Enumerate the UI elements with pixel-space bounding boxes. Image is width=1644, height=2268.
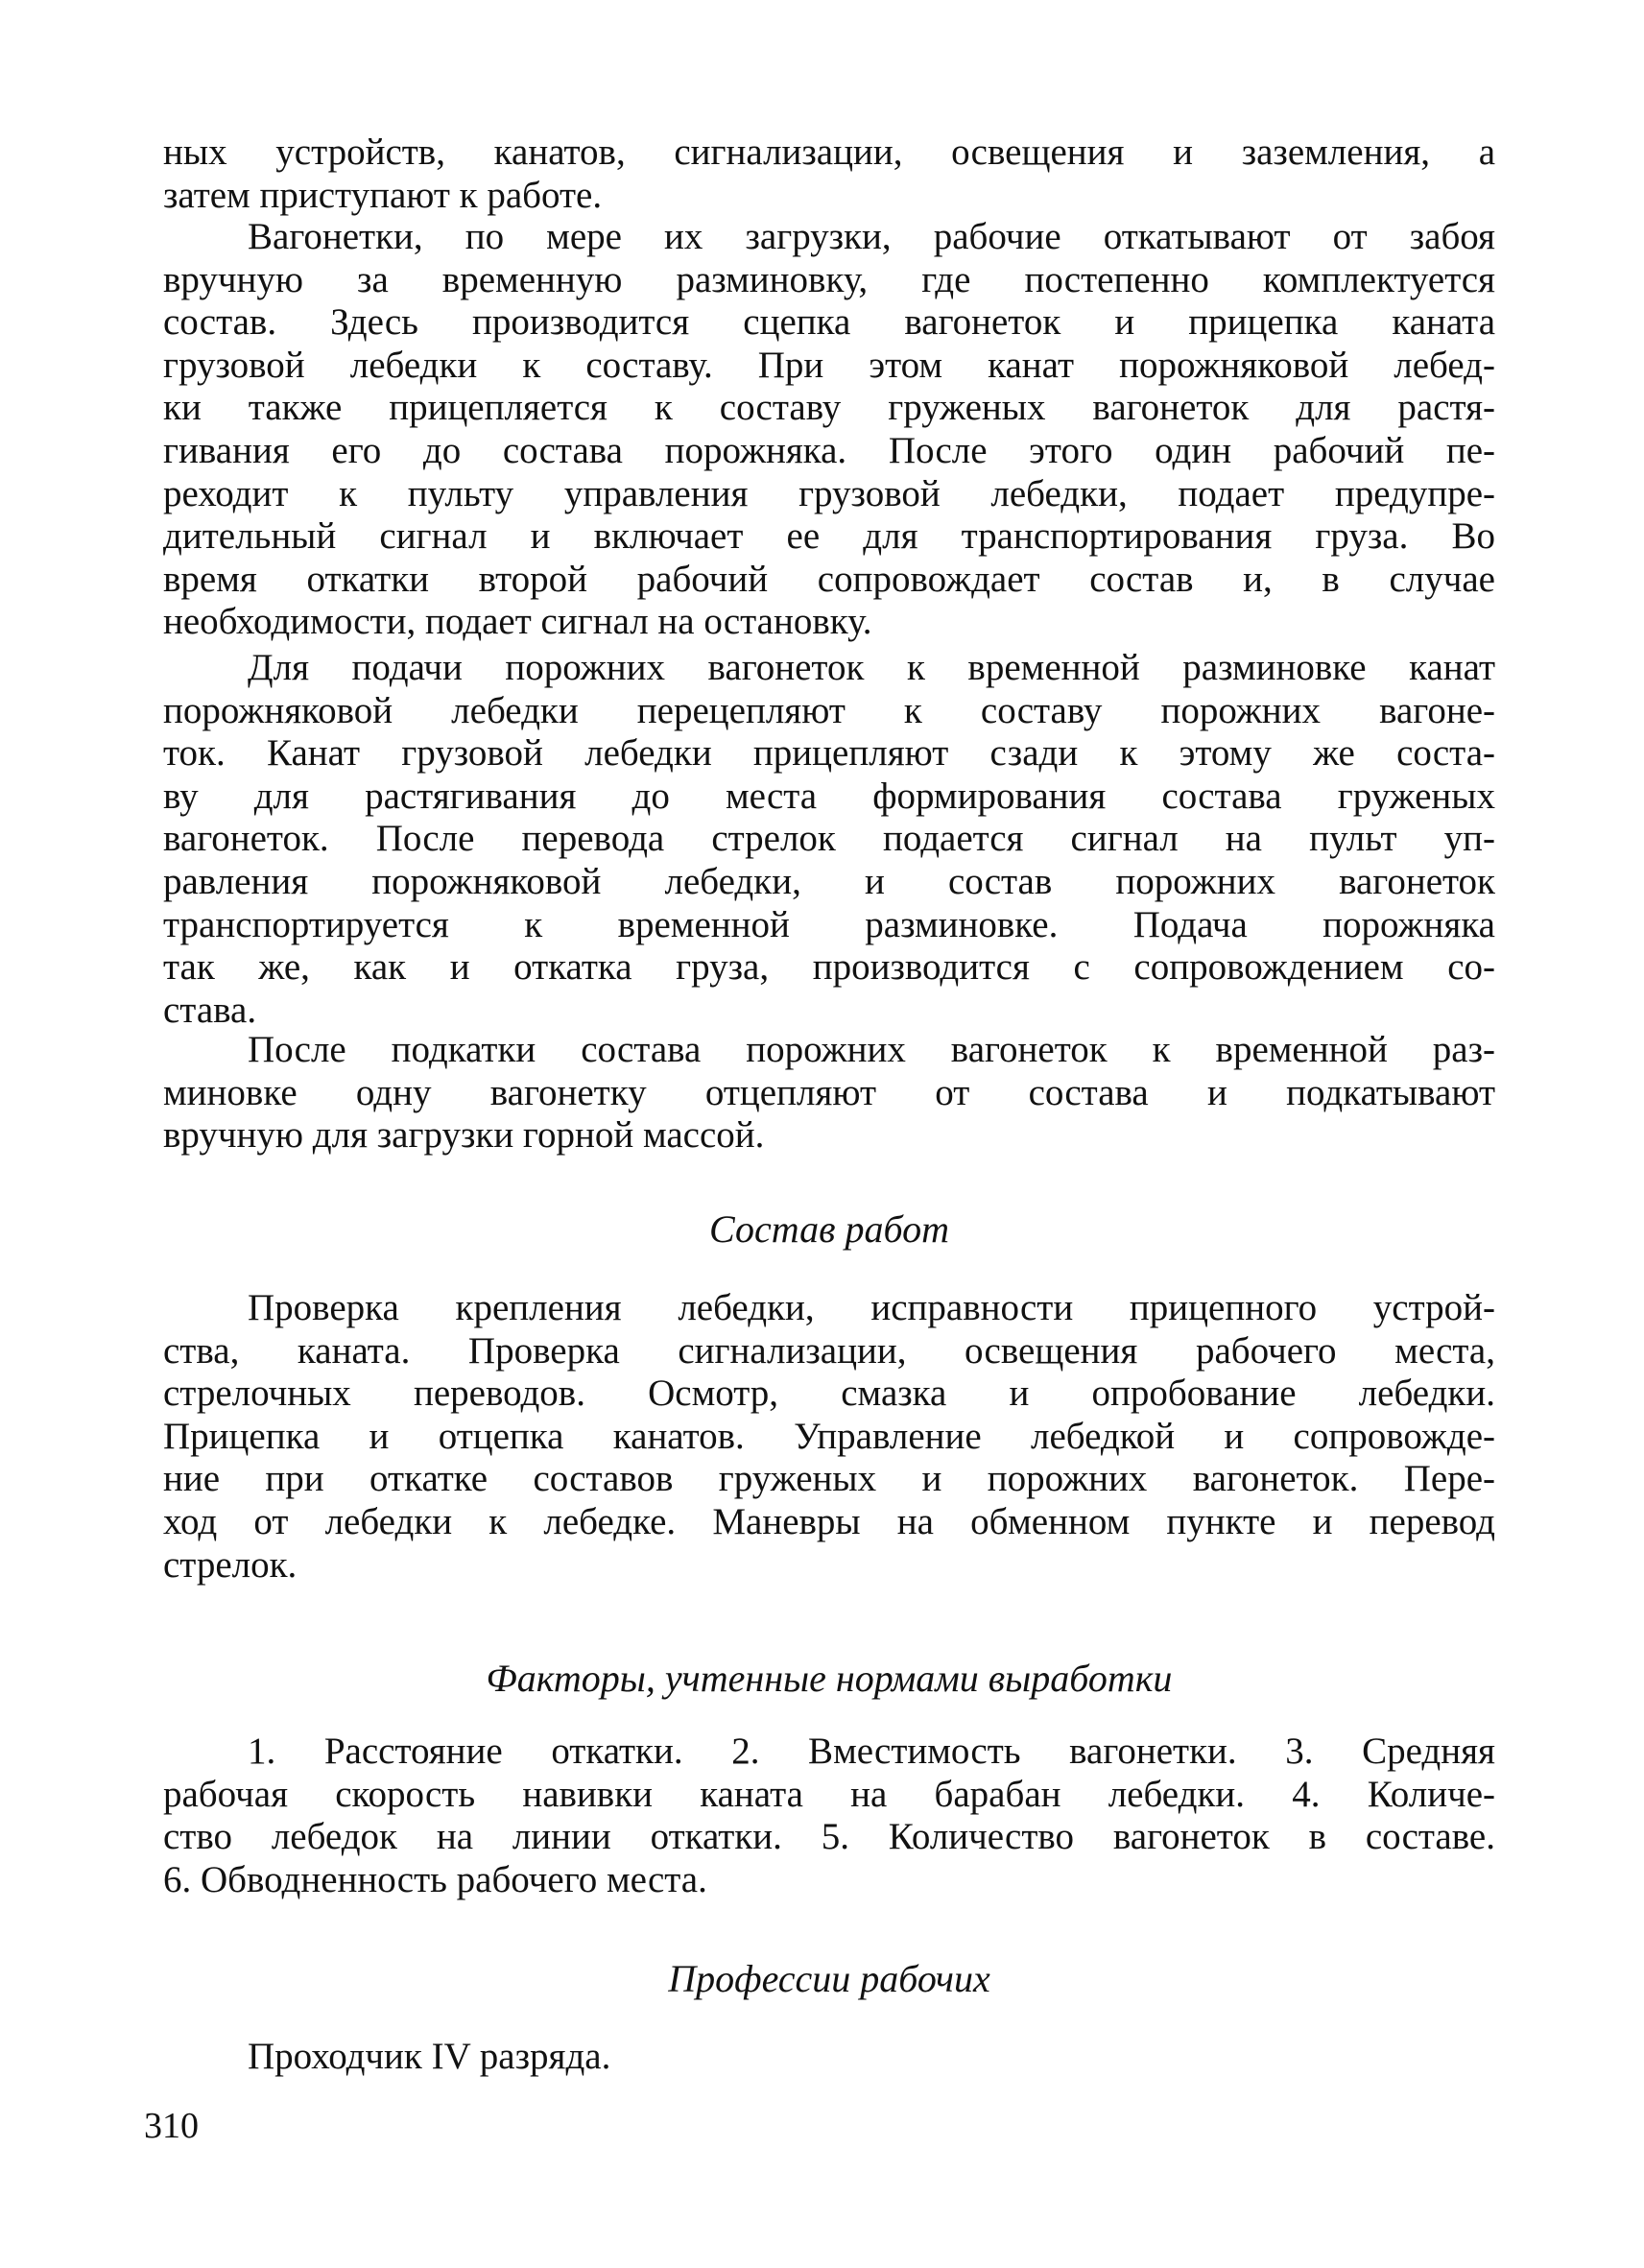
text-line: После подкатки состава порожних вагонеток к временной раз- [248, 1029, 1495, 1070]
text-line: необходимости, подает сигнал на остановку. [163, 601, 872, 643]
text-line: става. [163, 989, 257, 1031]
text-line: 6. Обводненность рабочего места. [163, 1858, 707, 1900]
paragraph-professions [163, 2036, 1495, 2079]
text-line: ход от лебедки к лебедке. Маневры на обменном пункте и перевод [163, 1500, 1495, 1542]
text-line: вагонеток. После перевода стрелок подается сигнал на пульт уп- [163, 818, 1495, 860]
text-line: вручную для загрузки горной массой. [163, 1114, 765, 1157]
text-line: гивания его до состава порожняка. После этого один рабочий пе- [163, 429, 1495, 471]
text-line: ных устройств, канатов, сигнализации, освещения и заземления, а [163, 131, 1495, 173]
paragraph-uncoupling [163, 1029, 1495, 1158]
text-line: грузовой лебедки к составу. При этом канат порожняковой лебед- [163, 344, 1495, 386]
text-line: вручную за временную разминовку, где постепенно комплектуется [163, 258, 1495, 300]
text-line: Для подачи порожних вагонеток к временной разминовке канат [248, 647, 1495, 688]
text-line: Прицепка и отцепка канатов. Управление лебедкой и сопровожде- [163, 1415, 1495, 1457]
text-line: ние при откатке составов груженых и порожних вагонеток. Пере- [163, 1458, 1495, 1500]
text-line: Проходчик IV разряда. [248, 2036, 611, 2077]
text-line: состав. Здесь производится сцепка вагонеток и прицепка каната [163, 301, 1495, 344]
text-line: транспортируется к временной разминовке. Подача порожняка [163, 903, 1495, 945]
paragraph-composition-of-work [163, 1287, 1495, 1587]
page-number: 310 [144, 2106, 199, 2146]
heading-composition-of-work: Состав работ [709, 1207, 949, 1251]
text-line: ки также прицепляется к составу груженых вагонеток для растя- [163, 387, 1495, 429]
text-line: ву для растягивания до места формирования состава груженых [163, 775, 1495, 817]
text-line: ства, каната. Проверка сигнализации, освещения рабочего места, [163, 1329, 1495, 1372]
text-line: миновке одну вагонетку отцепляют от состава и подкатывают [163, 1071, 1495, 1113]
text-line: Проверка крепления лебедки, исправности прицепного устрой- [248, 1287, 1495, 1328]
text-line: ство лебедок на линии откатки. 5. Количество вагонеток в составе. [163, 1816, 1495, 1858]
text-line: время откатки второй рабочий сопровождает состав и, в случае [163, 558, 1495, 600]
paragraph-factors [163, 1731, 1495, 1901]
paragraph-wagon-hauling [163, 216, 1495, 644]
text-line: стрелочных переводов. Осмотр, смазка и опробование лебедки. [163, 1373, 1495, 1415]
text-line: так же, как и откатка груза, производится с сопровождением со- [163, 946, 1495, 989]
text-line: равления порожняковой лебедки, и состав порожних вагонеток [163, 860, 1495, 902]
text-line: стрелок. [163, 1543, 298, 1586]
text-line: дительный сигнал и включает ее для транспортирования груза. Во [163, 515, 1495, 558]
text-line: ток. Канат грузовой лебедки прицепляют сзади к этому же соста- [163, 732, 1495, 775]
paragraph-empty-supply [163, 647, 1495, 1032]
text-line: порожняковой лебедки перецепляют к составу порожних вагоне- [163, 689, 1495, 731]
text-line: Вагонетки, по мере их загрузки, рабочие откатывают от забоя [248, 216, 1495, 257]
text-line: затем приступают к работе. [163, 174, 603, 216]
text-line: реходит к пульту управления грузовой лебедки, подает предупре- [163, 472, 1495, 514]
text-line: рабочая скорость навивки каната на барабан лебедки. 4. Количе- [163, 1773, 1495, 1815]
paragraph-continuation [163, 131, 1495, 217]
heading-factors: Факторы, учтенные нормами выработки [486, 1657, 1173, 1700]
heading-professions: Профессии рабочих [668, 1957, 990, 2000]
text-line: 1. Расстояние откатки. 2. Вместимость вагонетки. 3. Средняя [248, 1731, 1495, 1772]
